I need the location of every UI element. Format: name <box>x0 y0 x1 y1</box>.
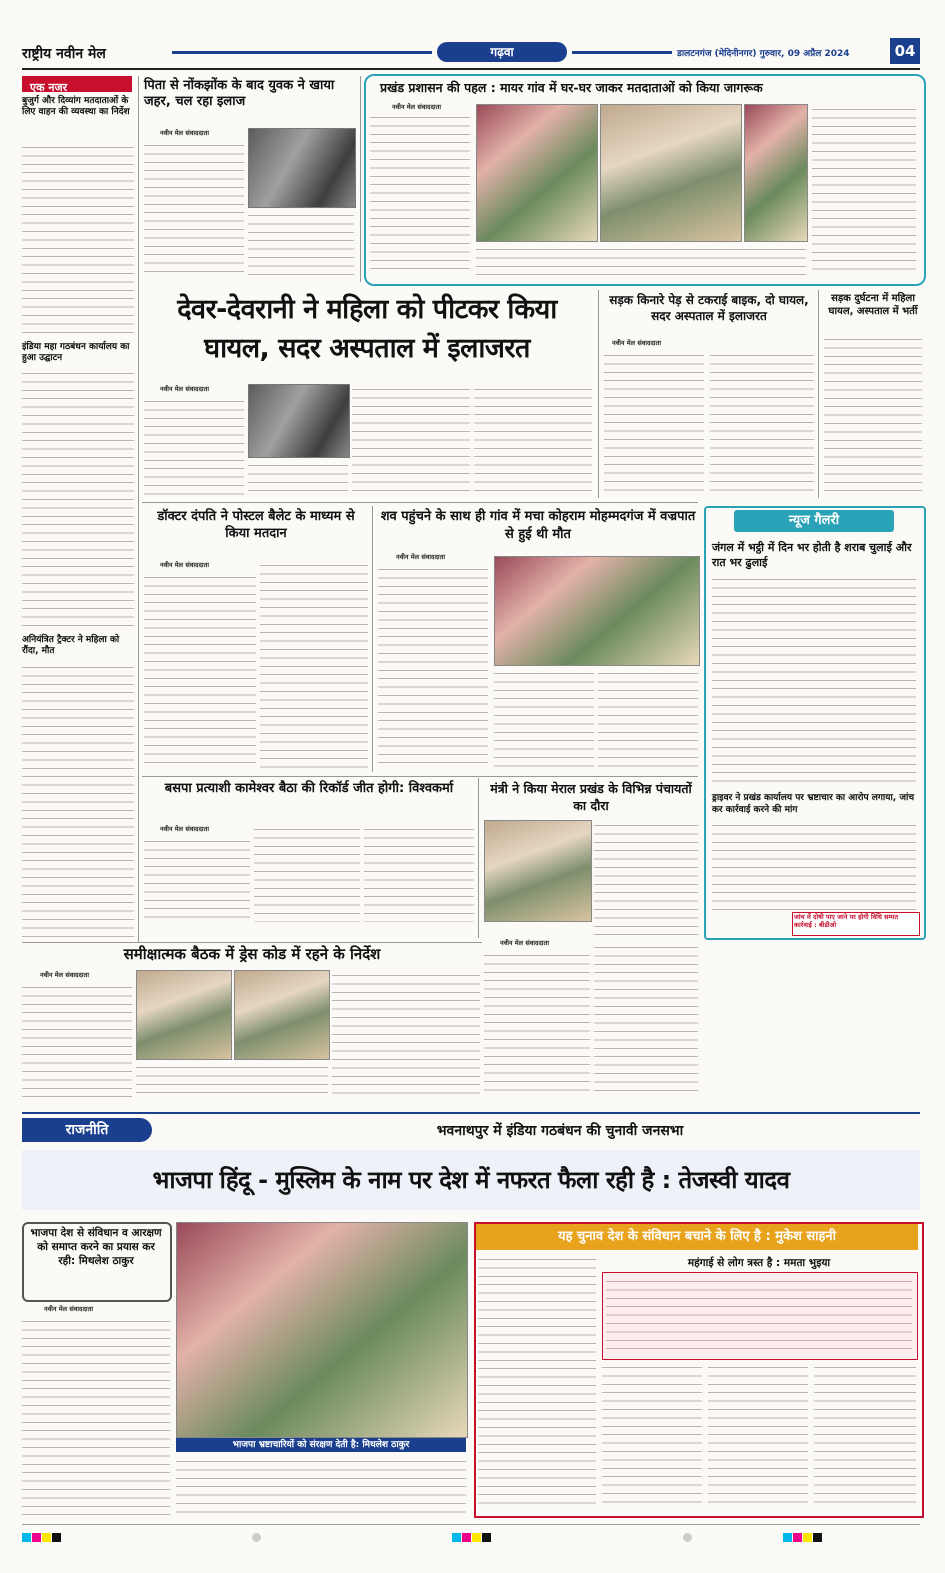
story9-body-2 <box>484 950 590 1098</box>
story4-title: सड़क किनारे पेड़ से टकराई बाइक, दो घायल, सदर अस्पताल में इलाजरत <box>609 293 809 323</box>
politics-right-body-2 <box>606 1276 912 1354</box>
politics-center-body <box>176 1456 466 1516</box>
story2-body-1 <box>370 112 470 276</box>
story1-body-2 <box>248 210 354 278</box>
story10-title: समीक्षात्मक बैठक में ड्रेस कोड में रहने के निर्देश <box>123 945 381 963</box>
story8-body-3 <box>364 824 474 922</box>
story10-photo-2 <box>234 970 330 1060</box>
registration-bar <box>22 1524 920 1539</box>
politics-byline: नवीन मेल संवाददाता <box>44 1305 93 1313</box>
story3-body-4 <box>474 384 592 496</box>
story3-body-2 <box>248 460 348 496</box>
story7-title: शव पहुंचने के साथ ही गांव में मचा कोहराम मोहम्मदगंज में वज्रपात से हुई थी मौत <box>380 509 696 542</box>
story4-body-1 <box>604 350 704 496</box>
gallery-story2-body-1 <box>712 820 916 912</box>
story2-photo-2 <box>600 104 742 242</box>
gallery-box-title: जांच में दोषी पाए जाने पर होगी विधि सम्मत कार्रवाई : बीडीओ <box>794 913 899 929</box>
sidebar-divider <box>138 76 139 942</box>
story5-title: सड़क दुर्घटना में महिला घायल, अस्पताल में भर्ती <box>828 293 918 317</box>
story5-body <box>824 334 922 496</box>
story4-body-2 <box>710 350 814 496</box>
politics-right-body-3 <box>602 1362 702 1510</box>
politics-right-body-4 <box>708 1362 808 1510</box>
story10-body-2 <box>136 1062 328 1098</box>
story2-title: प्रखंड प्रशासन की पहल : मायर गांव में घर-घर जाकर मतदाताओं को किया जागरूक <box>380 80 763 95</box>
politics-divider <box>22 1112 920 1114</box>
story6-byline: नवीन मेल संवाददाता <box>160 561 209 569</box>
story2-body-2 <box>476 244 806 278</box>
politics-right-banner: यह चुनाव देश के संविधान बचाने के लिए है : मुकेश साहनी <box>476 1224 918 1250</box>
story1-photo <box>248 128 356 208</box>
col-divider-3 <box>818 290 819 498</box>
politics-left-title: भाजपा देश से संविधान व आरक्षण को समाप्त करने का प्रयास कर रही: मिथलेश ठाकुर <box>30 1227 162 1267</box>
story1-byline: नवीन मेल संवाददाता <box>160 129 209 137</box>
gallery-story2-title: ड्राइवर ने प्रखंड कार्यालय पर भ्रष्टाचार का आरोप लगाया, जांच कर कार्रवाई करने की मांग <box>712 793 915 815</box>
page-number: 04 <box>890 38 920 64</box>
gallery-story1-title: जंगल में भट्ठी में दिन भर होती है शराब चुलाई और रात भर ढुलाई <box>712 541 912 569</box>
story9-byline: नवीन मेल संवाददाता <box>500 939 549 947</box>
story8-title: बसपा प्रत्याशी कामेश्वर बैठा की रिकॉर्ड जीत होगी: विश्वकर्मा <box>164 781 454 796</box>
story7-body-2 <box>494 668 594 770</box>
story7-body-1 <box>378 564 488 770</box>
story2-byline: नवीन मेल संवाददाता <box>392 103 441 111</box>
section-badge: गढ़वा <box>437 42 567 62</box>
story8-byline: नवीन मेल संवाददाता <box>160 825 209 833</box>
politics-main-headline: भाजपा हिंदू - मुस्लिम के नाम पर देश में नफरत फैला रही है : तेजस्वी यादव <box>22 1150 920 1210</box>
col-divider-1 <box>360 76 361 282</box>
story3-byline: नवीन मेल संवाददाता <box>160 385 209 393</box>
politics-kicker: भवनाथपुर में इंडिया गठबंधन की चुनावी जनसभा <box>436 1123 684 1139</box>
politics-right-body-1 <box>478 1254 596 1510</box>
story4-byline: नवीन मेल संवाददाता <box>612 339 661 347</box>
story10-byline: नवीन मेल संवाददाता <box>40 971 89 979</box>
story1-body <box>144 140 244 278</box>
story7-byline: नवीन मेल संवाददाता <box>396 553 445 561</box>
story3-body-1 <box>144 396 244 496</box>
masthead-rule-right <box>572 51 672 54</box>
masthead-divider <box>22 68 920 70</box>
sidebar-story2-title: इंडिया महा गठबंधन कार्यालय का हुआ उद्घाटन <box>22 342 130 363</box>
story7-body-3 <box>598 668 698 770</box>
story3-title: देवर-देवरानी ने महिला को पीटकर किया घायल, सदर अस्पताल में इलाजरत <box>177 294 557 364</box>
politics-right-sub: महंगाई से लोग त्रस्त है : ममता भुइया <box>687 1257 831 1269</box>
story3-photo <box>248 384 350 458</box>
sidebar-story2-body <box>22 368 134 630</box>
story9-body-3 <box>594 942 698 1098</box>
gallery-story1-body <box>712 574 916 788</box>
masthead-rule <box>172 51 432 54</box>
sidebar-header-label: एक नजर <box>30 81 68 94</box>
col-divider-4 <box>372 506 373 772</box>
sidebar-story3-body <box>22 662 134 940</box>
story8-body-1 <box>144 836 250 922</box>
story9-body-1 <box>594 820 698 938</box>
col-divider-5 <box>478 778 479 938</box>
story2-photo-3 <box>744 104 808 242</box>
story9-photo <box>484 820 592 922</box>
sidebar-header <box>22 76 132 92</box>
story3-body-3 <box>352 384 470 496</box>
col-divider-2 <box>598 290 599 498</box>
story2-photo-1 <box>476 104 598 242</box>
politics-photo-caption: भाजपा भ्रष्टाचारियों को संरक्षण देती है: मिथलेश ठाकुर <box>176 1438 466 1452</box>
story1-title: पिता से नोंकझोंक के बाद युवक ने खाया जहर, चल रहा इलाज <box>144 78 335 109</box>
story9-title: मंत्री ने किया मेराल प्रखंड के विभिन्न पंचायतों का दौरा <box>490 781 692 813</box>
story2-body-3 <box>812 104 916 276</box>
story6-body-2 <box>260 560 368 770</box>
row-divider-3 <box>22 942 482 943</box>
dateline: डालटनगंज (मेदिनीनगर) गुरुवार, 09 अप्रैल 2024 <box>677 49 850 59</box>
sidebar-story3-title: अनियंत्रित ट्रैक्टर ने महिला को रौंदा, मौत <box>22 635 120 656</box>
story7-photo <box>494 556 700 666</box>
story6-body-1 <box>144 572 256 770</box>
politics-right-body-5 <box>814 1362 916 1510</box>
politics-photo <box>176 1222 468 1438</box>
paper-name: राष्ट्रीय नवीन मेल <box>22 46 106 62</box>
politics-tag: राजनीति <box>22 1118 152 1142</box>
story10-body-3 <box>332 970 480 1098</box>
politics-left-body <box>22 1316 170 1516</box>
story10-photo-1 <box>136 970 232 1060</box>
row-divider-1 <box>142 502 698 503</box>
story10-body-1 <box>22 982 132 1098</box>
row-divider-2 <box>142 776 698 777</box>
story6-title: डॉक्टर दंपति ने पोस्टल बैलेट के माध्यम से किया मतदान <box>157 509 355 541</box>
news-gallery-header: न्यूज गैलरी <box>734 510 894 532</box>
sidebar-story1-body <box>22 142 134 338</box>
masthead <box>22 38 920 66</box>
story8-body-2 <box>254 824 360 922</box>
sidebar-story1-title: बुजुर्ग और दिव्यांग मतदाताओं के लिए वाहन की व्यवस्था का निर्देश <box>22 96 130 117</box>
